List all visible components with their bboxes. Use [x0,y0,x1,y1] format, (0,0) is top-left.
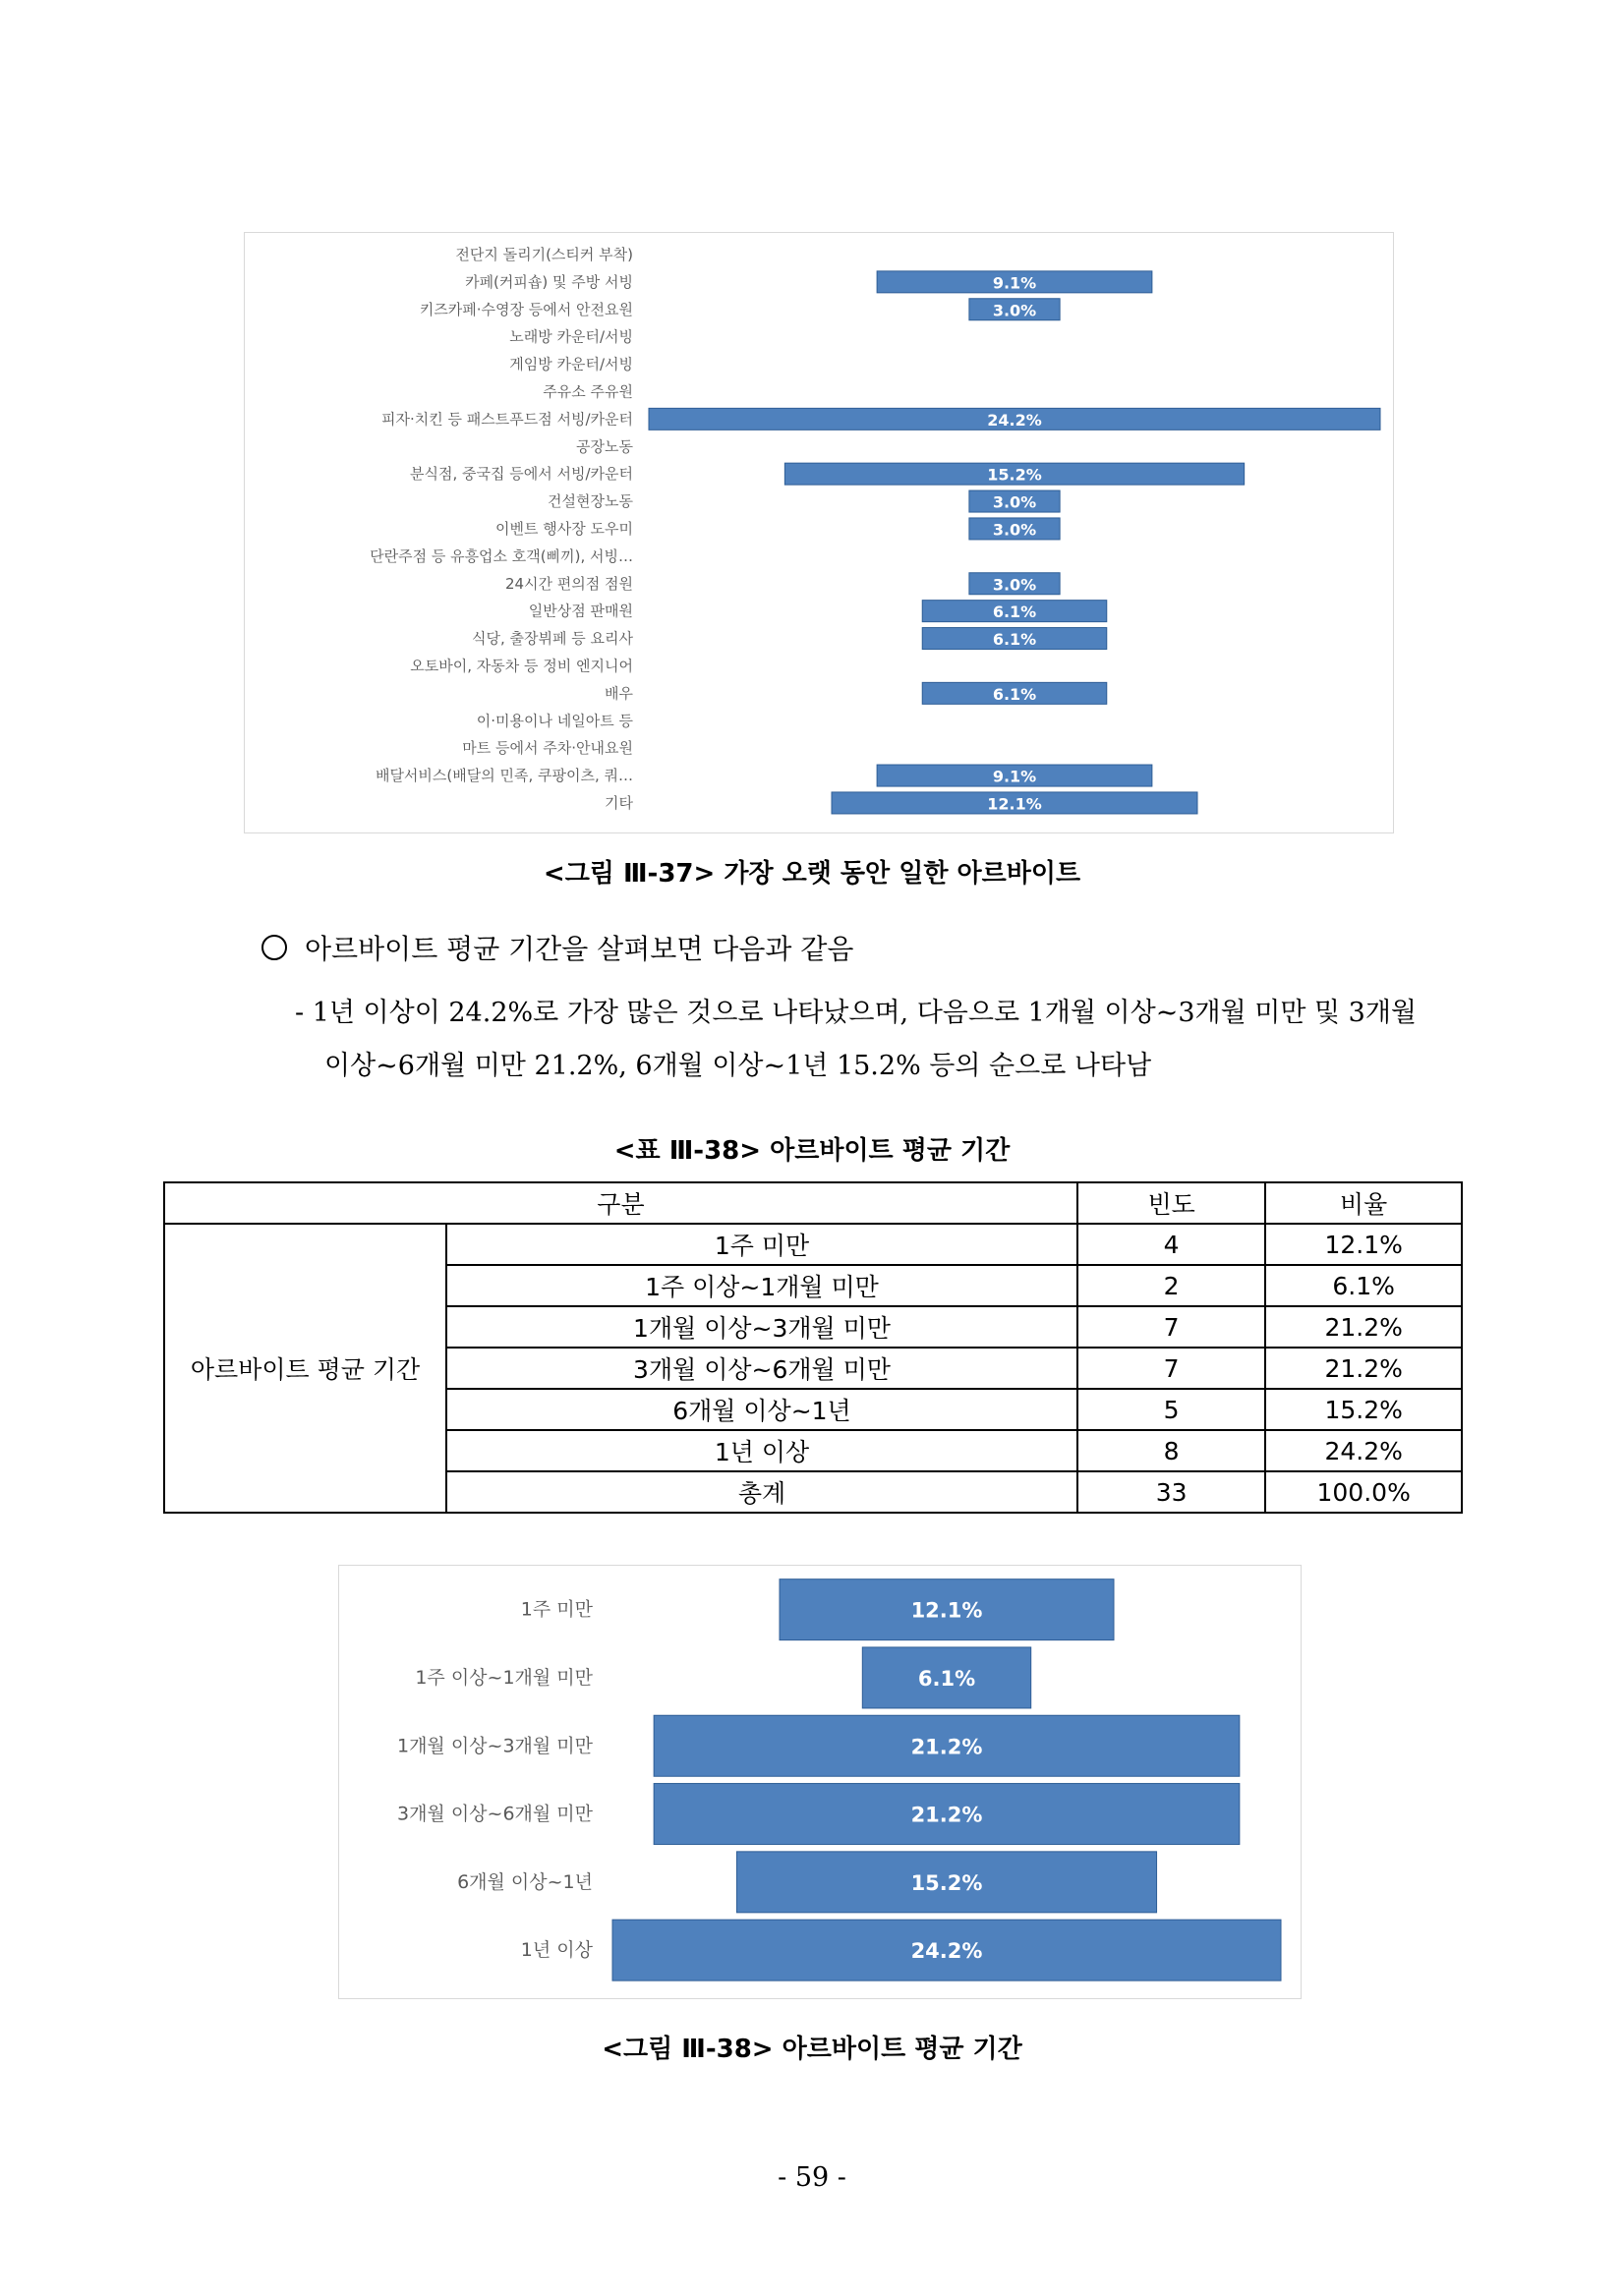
category-label: 키즈카페·수영장 등에서 안전요원 [419,300,633,318]
category-label: 일반상점 판매원 [528,602,633,620]
bar-value-label: 3.0% [992,492,1037,512]
bar-value-label: 6.1% [992,603,1037,622]
category-label: 피자·치킨 등 패스트푸드점 서빙/카운터 [381,410,633,429]
chart-longest-job [244,232,1394,833]
row-frequency: 4 [1077,1224,1265,1265]
total-frequency: 33 [1077,1471,1265,1513]
row-ratio: 21.2% [1265,1348,1462,1389]
total-ratio: 100.0% [1265,1471,1462,1513]
category-label: 식당, 출장뷔페 등 요리사 [472,629,633,648]
row-label: 1주 미만 [446,1224,1077,1265]
row-ratio: 24.2% [1265,1430,1462,1471]
duration-table [163,1181,1463,1514]
row-label: 1개월 이상~3개월 미만 [446,1306,1077,1348]
row-label: 6개월 이상~1년 [446,1389,1077,1430]
category-label: 주유소 주유원 [543,382,633,401]
bar-value-label: 3.0% [992,301,1037,320]
chart-average-duration-svg [339,1566,1301,1998]
bar-value-label: 6.1% [992,630,1037,650]
bar-value-label: 12.1% [910,1598,983,1623]
bar-value-label: 3.0% [992,575,1037,595]
category-label: 오토바이, 자동차 등 정비 엔지니어 [410,657,633,675]
bar-value-label: 21.2% [910,1735,983,1759]
figure-caption-37: <그림 Ⅲ-37> 가장 오랫 동안 일한 아르바이트 [543,859,1081,889]
table-row [164,1224,1462,1265]
category-label: 이벤트 행사장 도우미 [495,519,633,538]
page-number: - 59 - [778,2162,846,2193]
bar-value-label: 3.0% [992,520,1037,540]
category-label: 마트 등에서 주차·안내요원 [462,739,633,758]
row-ratio: 12.1% [1265,1224,1462,1265]
row-ratio: 15.2% [1265,1389,1462,1430]
summary-heading-text: 아르바이트 평균 기간을 살펴보면 다음과 같음 [305,933,854,965]
category-label: 이·미용이나 네일아트 등 [476,712,633,730]
bar-value-label: 24.2% [987,410,1042,430]
category-label: 1주 이상~1개월 미만 [415,1666,593,1689]
chart-average-duration [338,1565,1302,1999]
bar-value-label: 6.1% [992,684,1037,704]
category-label: 노래방 카운터/서빙 [509,327,633,346]
header-ratio: 비율 [1265,1182,1462,1224]
row-frequency: 7 [1077,1306,1265,1348]
table-header-row [164,1182,1462,1224]
summary-detail-line-1: - 1년 이상이 24.2%로 가장 많은 것으로 나타났으며, 다음으로 1개월 이상~3개월 미만 및 3개월 [295,998,1418,1028]
category-label: 배우 [605,684,633,703]
total-label: 총계 [446,1471,1077,1513]
header-frequency: 빈도 [1077,1182,1265,1224]
row-label: 3개월 이상~6개월 미만 [446,1348,1077,1389]
header-category: 구분 [164,1182,1077,1224]
chart-longest-job-svg [245,233,1393,832]
row-frequency: 7 [1077,1348,1265,1389]
category-label: 단란주점 등 유흥업소 호객(삐끼), 서빙… [370,546,633,565]
bar-value-label: 15.2% [987,465,1042,485]
bar-value-label: 6.1% [917,1666,976,1691]
bar-value-label: 15.2% [910,1870,983,1895]
category-label: 3개월 이상~6개월 미만 [396,1803,593,1825]
category-label: 배달서비스(배달의 민족, 쿠팡이츠, 쿼… [375,767,633,785]
summary-heading [261,928,853,967]
category-label: 24시간 편의점 점원 [504,574,633,593]
row-frequency: 2 [1077,1265,1265,1306]
category-label: 6개월 이상~1년 [457,1870,593,1893]
row-label: 1년 이상 [446,1430,1077,1471]
row-ratio: 21.2% [1265,1306,1462,1348]
bar-value-label: 12.1% [987,794,1042,814]
bar-value-label: 9.1% [992,767,1037,786]
category-label: 1년 이상 [520,1939,593,1962]
circle-bullet-icon [261,935,287,960]
category-label: 1주 미만 [520,1598,593,1621]
bar-value-label: 9.1% [992,273,1037,293]
category-label: 카페(커피숍) 및 주방 서빙 [465,272,633,291]
row-label: 1주 이상~1개월 미만 [446,1265,1077,1306]
category-label: 분식점, 중국집 등에서 서빙/카운터 [410,465,633,484]
table-caption-38: <표 Ⅲ-38> 아르바이트 평균 기간 [613,1136,1011,1166]
category-label: 전단지 돌리기(스티커 부착) [455,245,633,263]
category-label: 게임방 카운터/서빙 [509,355,633,373]
row-frequency: 5 [1077,1389,1265,1430]
group-label: 아르바이트 평균 기간 [164,1224,446,1513]
row-frequency: 8 [1077,1430,1265,1471]
bar-value-label: 24.2% [910,1939,983,1964]
category-label: 건설현장노동 [548,492,633,511]
category-label: 1개월 이상~3개월 미만 [396,1735,593,1757]
figure-caption-38: <그림 Ⅲ-38> 아르바이트 평균 기간 [602,2035,1022,2064]
bar-value-label: 21.2% [910,1803,983,1827]
category-label: 공장노동 [576,437,633,456]
row-ratio: 6.1% [1265,1265,1462,1306]
summary-detail-line-2: 이상~6개월 미만 21.2%, 6개월 이상~1년 15.2% 등의 순으로 나타남 [324,1051,1152,1081]
category-label: 기타 [605,793,633,812]
